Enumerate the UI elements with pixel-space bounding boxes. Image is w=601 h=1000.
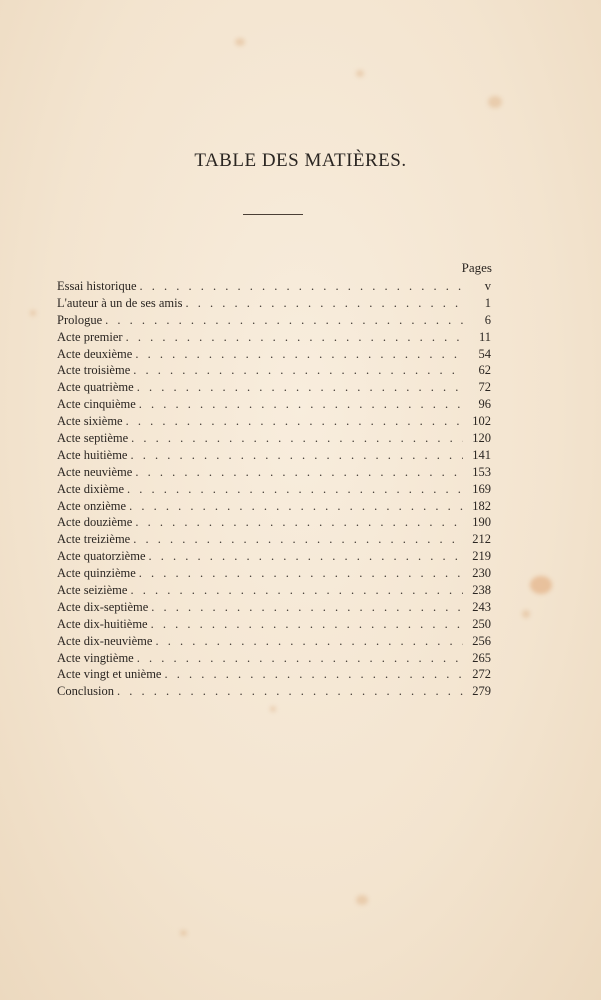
toc-entry-label: Acte neuvième: [57, 464, 133, 479]
dot-leader: [133, 362, 463, 379]
toc-entry-label: Prologue: [57, 312, 103, 327]
toc-entry: [57, 650, 491, 667]
title-divider: [243, 214, 303, 215]
toc-entry-label: Acte dix-huitième: [57, 616, 148, 631]
toc-entry: [57, 599, 491, 616]
toc-entry: [57, 683, 491, 700]
toc-entry-page: 230: [472, 566, 491, 581]
dot-leader: [185, 295, 463, 312]
dot-leader: [151, 599, 463, 616]
dot-leader: [139, 565, 463, 582]
toc-entry-page: 243: [472, 599, 491, 614]
toc-entry: [57, 548, 491, 565]
foxing-spot: [356, 895, 368, 905]
toc-entry-page: 250: [472, 616, 491, 631]
pages-column-header: Pages: [461, 260, 492, 275]
dot-leader: [129, 498, 463, 515]
foxing-spot: [270, 706, 276, 712]
foxing-spot: [30, 310, 36, 316]
dot-leader: [155, 633, 463, 650]
toc-entry-label: Acte cinquième: [57, 397, 136, 412]
toc-entry: [57, 413, 491, 430]
toc-entry-page: 102: [472, 414, 491, 429]
dot-leader: [135, 346, 463, 363]
toc-entry-label: Acte dix-septième: [57, 599, 149, 614]
toc-entry: [57, 295, 491, 312]
dot-leader: [117, 683, 463, 700]
toc-entry: [57, 346, 491, 363]
toc-entry-label: Acte quatorzième: [57, 549, 146, 564]
toc-entry: [57, 514, 491, 531]
table-of-contents: [57, 278, 491, 700]
foxing-spot: [488, 96, 502, 108]
toc-entry-label: Acte troisième: [57, 363, 131, 378]
dot-leader: [130, 582, 463, 599]
toc-entry: [57, 464, 491, 481]
dot-leader: [164, 666, 463, 683]
toc-entry-page: 153: [472, 464, 491, 479]
dot-leader: [135, 514, 463, 531]
toc-entry-page: 212: [472, 532, 491, 547]
toc-entry: [57, 531, 491, 548]
toc-entry-label: Acte huitième: [57, 447, 128, 462]
toc-entry: [57, 498, 491, 515]
toc-entry-page: 54: [478, 346, 491, 361]
toc-entry-page: 279: [472, 684, 491, 699]
foxing-spot: [235, 38, 245, 46]
toc-entry-page: 182: [472, 498, 491, 513]
toc-entry-label: Acte dix-neuvième: [57, 633, 153, 648]
toc-entry-page: 141: [472, 447, 491, 462]
toc-entry-page: 1: [484, 295, 491, 310]
toc-entry: [57, 481, 491, 498]
dot-leader: [126, 329, 463, 346]
toc-entry-page: 190: [472, 515, 491, 530]
toc-entry-page: 272: [472, 667, 491, 682]
toc-entry: [57, 278, 491, 295]
foxing-spot: [180, 930, 187, 936]
toc-entry: [57, 616, 491, 633]
dot-leader: [130, 447, 463, 464]
toc-entry-label: Acte dixième: [57, 481, 124, 496]
toc-entry-label: Acte vingt et unième: [57, 667, 162, 682]
toc-entry: [57, 582, 491, 599]
toc-entry: [57, 447, 491, 464]
toc-entry: [57, 430, 491, 447]
dot-leader: [133, 531, 463, 548]
dot-leader: [135, 464, 463, 481]
toc-entry: [57, 666, 491, 683]
toc-entry-label: Acte quinzième: [57, 566, 136, 581]
toc-entry: [57, 362, 491, 379]
toc-entry-label: Acte sixième: [57, 414, 123, 429]
toc-entry-label: Acte treizième: [57, 532, 131, 547]
toc-entry: [57, 312, 491, 329]
toc-entry-page: 6: [484, 312, 491, 327]
toc-entry-label: Acte deuxième: [57, 346, 133, 361]
foxing-spot: [356, 70, 364, 77]
toc-entry-page: 169: [472, 481, 491, 496]
toc-entry-label: Acte seizième: [57, 583, 128, 598]
toc-entry: [57, 329, 491, 346]
page-title: TABLE DES MATIÈRES.: [194, 150, 407, 171]
toc-entry-page: 256: [472, 633, 491, 648]
dot-leader: [137, 650, 463, 667]
toc-entry-label: Acte quatrième: [57, 380, 134, 395]
toc-entry-page: 96: [478, 397, 491, 412]
toc-entry-page: 120: [472, 431, 491, 446]
toc-entry-label: Acte douzième: [57, 515, 133, 530]
dot-leader: [137, 379, 463, 396]
foxing-spot: [530, 576, 552, 594]
toc-entry-page: 238: [472, 583, 491, 598]
dot-leader: [149, 548, 464, 565]
toc-entry-label: Acte onzième: [57, 498, 127, 513]
toc-entry-label: Acte vingtième: [57, 650, 134, 665]
toc-entry-label: Acte premier: [57, 329, 123, 344]
toc-entry-page: 62: [478, 363, 491, 378]
dot-leader: [139, 396, 463, 413]
dot-leader: [131, 430, 463, 447]
dot-leader: [126, 413, 463, 430]
toc-entry-label: Acte septième: [57, 431, 129, 446]
toc-entry: [57, 396, 491, 413]
toc-entry-label: L'auteur à un de ses amis: [57, 295, 183, 310]
toc-entry-page: 11: [478, 329, 491, 344]
toc-entry-label: Essai historique: [57, 279, 137, 293]
toc-entry-page: 265: [472, 650, 491, 665]
toc-entry-page: v: [484, 279, 491, 293]
dot-leader: [127, 481, 463, 498]
toc-entry: [57, 379, 491, 396]
toc-entry-page: 219: [472, 549, 491, 564]
toc-entry-label: Conclusion: [57, 684, 114, 699]
dot-leader: [151, 616, 463, 633]
dot-leader: [105, 312, 463, 329]
toc-entry: [57, 633, 491, 650]
foxing-spot: [522, 610, 530, 618]
toc-entry: [57, 565, 491, 582]
dot-leader: [140, 278, 463, 295]
toc-entry-page: 72: [478, 380, 491, 395]
